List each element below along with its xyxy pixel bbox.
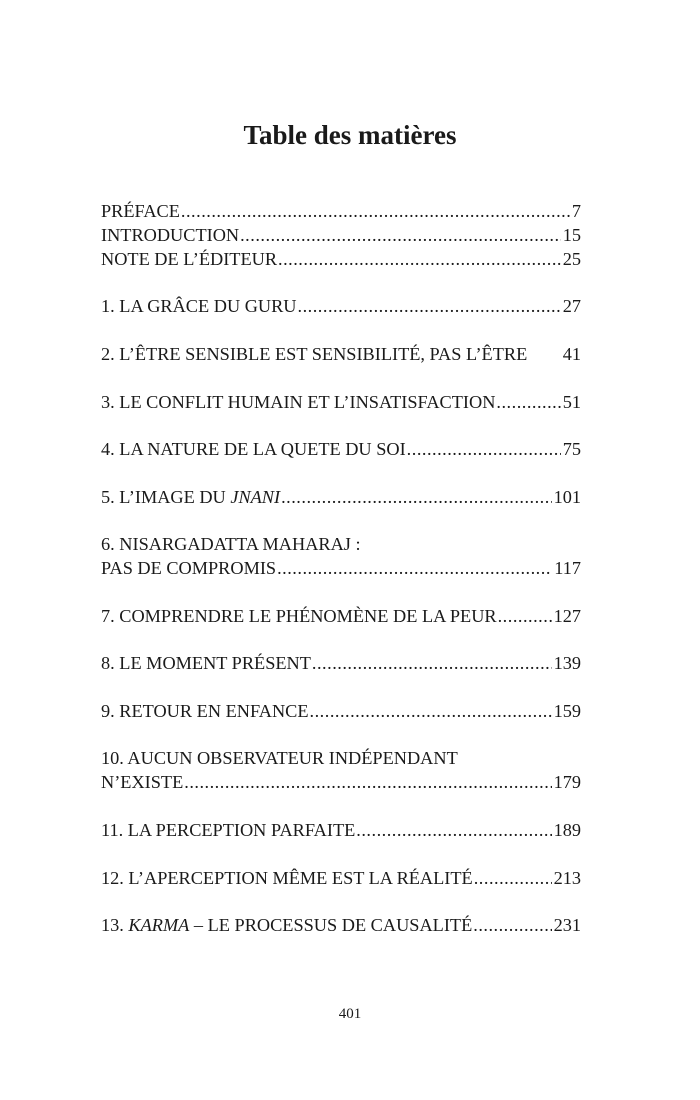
toc-entry-chapter-7[interactable]	[101, 604, 581, 628]
toc-entry-label: 7. COMPRENDRE LE PHÉNOMÈNE DE LA PEUR	[101, 606, 497, 626]
toc-entry-chapter-12[interactable]	[101, 866, 581, 890]
toc-entry-label-line1: 10. AUCUN OBSERVATEUR INDÉPENDANT	[101, 748, 458, 768]
dot-leader	[184, 770, 551, 794]
dot-leader	[310, 699, 552, 723]
toc-entry-chapter-10[interactable]	[101, 746, 581, 794]
page-number: 401	[338, 1006, 362, 1022]
toc-entry-page: 159	[553, 701, 581, 721]
toc-entry-page: 75	[562, 439, 581, 459]
toc-entry-page: 127	[553, 606, 581, 626]
toc-entry-label-line2: N’EXISTE	[101, 772, 184, 792]
toc-entry-page: 51	[562, 392, 581, 412]
italic-term: JNANI	[230, 487, 281, 507]
toc-entry-label: 12. L’APERCEPTION MÊME EST LA RÉALITÉ	[101, 868, 473, 888]
toc-entry-chapter-4[interactable]	[101, 437, 581, 461]
dot-leader	[312, 651, 552, 675]
dot-leader	[498, 604, 552, 628]
toc-entry-label: 2. L’ÊTRE SENSIBLE EST SENSIBILITÉ, PAS L’ÊTRE	[101, 344, 528, 364]
dot-leader	[298, 294, 561, 318]
toc-entry-page: 139	[553, 653, 581, 673]
toc-entry-label: 13. KARMA – LE PROCESSUS DE CAUSALITÉ	[101, 915, 473, 935]
toc-entry-chapter-11[interactable]	[101, 818, 581, 842]
dot-leader	[281, 485, 551, 509]
toc-entry-page: 117	[554, 558, 581, 578]
toc-entry-chapter-13[interactable]	[101, 913, 581, 937]
toc-entry-page: 189	[553, 820, 581, 840]
toc-entry-page: 7	[571, 201, 581, 221]
toc-entry-chapter-8[interactable]	[101, 651, 581, 675]
dot-leader	[474, 866, 552, 890]
toc-entry-page: 101	[553, 487, 581, 507]
dot-leader	[277, 556, 552, 580]
toc-entry-chapter-6[interactable]	[101, 532, 581, 580]
toc-entry-label: 11. LA PERCEPTION PARFAITE	[101, 820, 356, 840]
toc-entry-label-line1: 6. NISARGADATTA MAHARAJ :	[101, 534, 361, 554]
toc-entry-page: 15	[562, 225, 581, 245]
dot-leader	[473, 913, 551, 937]
toc-entry-page: 179	[553, 772, 581, 792]
toc-entry-label: 9. RETOUR EN ENFANCE	[101, 701, 309, 721]
toc-entry-preface[interactable]	[101, 199, 581, 223]
page-title: Table des matières	[243, 120, 457, 150]
dot-leader	[356, 818, 551, 842]
toc-entry-introduction[interactable]	[101, 223, 581, 247]
toc-entry-chapter-1[interactable]	[101, 294, 581, 318]
toc-entry-page: 27	[562, 296, 581, 316]
toc-entry-page: 25	[562, 249, 581, 269]
toc-entry-page: 231	[553, 915, 581, 935]
toc-entry-chapter-2[interactable]	[101, 342, 581, 366]
toc-entry-label: INTRODUCTION	[101, 225, 240, 245]
toc-entry-label: 5. L’IMAGE DU JNANI	[101, 487, 281, 507]
toc-entry-label-line2: PAS DE COMPROMIS	[101, 558, 277, 578]
toc-entry-label: NOTE DE L’ÉDITEUR	[101, 249, 278, 269]
dot-leader	[407, 437, 561, 461]
toc-entry-label: 3. LE CONFLIT HUMAIN ET L’INSATISFACTION	[101, 392, 496, 412]
toc-entry-page: 41	[562, 344, 581, 364]
toc-entry-chapter-5[interactable]	[101, 485, 581, 509]
dot-leader	[278, 247, 561, 271]
italic-term: KARMA	[128, 915, 190, 935]
toc-entry-note-editeur[interactable]	[101, 247, 581, 271]
toc-entry-chapter-3[interactable]	[101, 390, 581, 414]
toc-entry-label: 1. LA GRÂCE DU GURU	[101, 296, 297, 316]
toc-entry-chapter-9[interactable]	[101, 699, 581, 723]
dot-leader	[240, 223, 561, 247]
toc-entry-page: 213	[553, 868, 581, 888]
dot-leader	[496, 390, 560, 414]
dot-leader	[181, 199, 570, 223]
toc-entry-label: 4. LA NATURE DE LA QUETE DU SOI	[101, 439, 406, 459]
toc-entry-label: 8. LE MOMENT PRÉSENT	[101, 653, 311, 673]
toc-entry-label: PRÉFACE	[101, 201, 180, 221]
